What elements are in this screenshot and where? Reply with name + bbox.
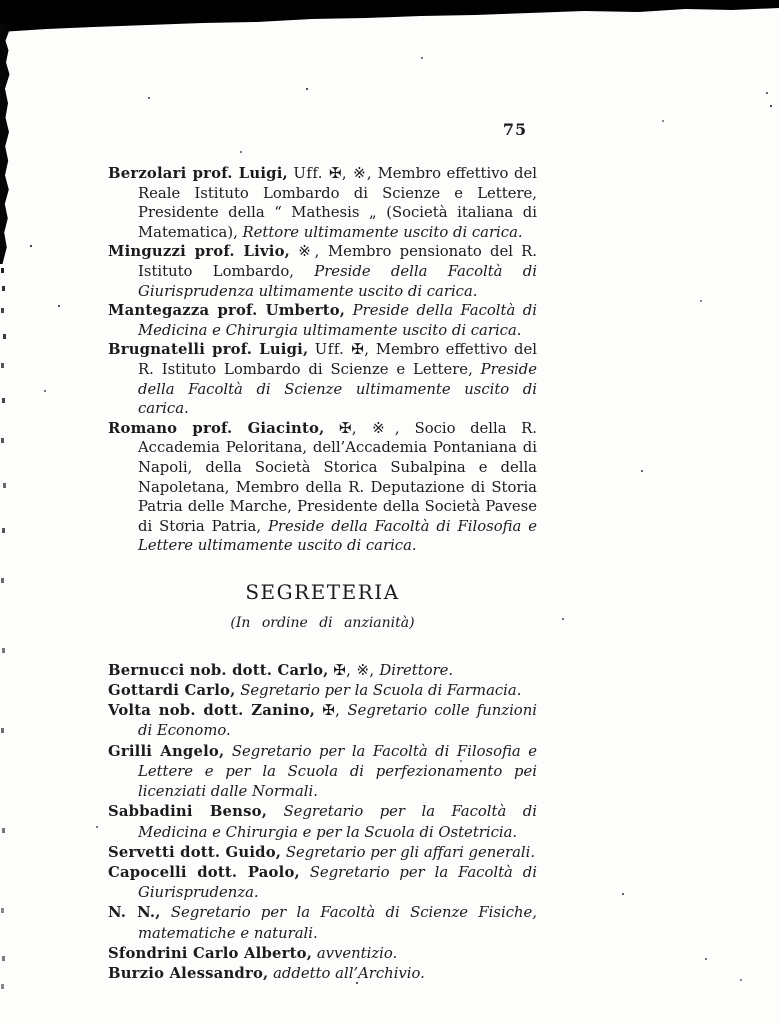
person-name: Minguzzi prof. Livio, [108,243,291,261]
entry-role: Segretario per la Facoltà di Medicina e Chirurgia e per la Scuola di Ostetricia. [138,803,537,841]
secretariat-entry [108,843,537,863]
section-heading: SEGRETERIA [245,579,400,604]
honor-marks: ✠, ※, [333,661,375,679]
entry-role: Preside della Facoltà di Filosofia e Lettere ultimamente uscito di carica. [138,517,537,555]
person-name: N. N., [108,904,161,922]
person-name: Bernucci nob. dott. Carlo, [108,661,329,679]
person-name: Capocelli dott. Paolo, [108,863,300,881]
secretariat-entry [108,681,537,701]
entry-role: Preside della Facoltà di Giurisprudenza ultimamente uscito di carica. [138,262,537,300]
professor-entry [108,301,537,340]
honor-marks: Uff. ✠, [314,341,370,359]
person-name: Servetti dott. Guido, [108,843,282,861]
scan-artifact-top-edge [0,0,779,34]
secretariat-entry [108,661,537,681]
entry-description: Socio della R. Accademia Peloritana, dell’Accademia Pontaniana di Napoli, della Società Storica Subalpina e della Napoletana, Membro della R. Deputazione di Storia Patria delle Marche, Presidente della Società Pavese di Storia Patria, [138,419,537,535]
person-name: Mantegazza prof. Umberto, [108,302,346,320]
entry-role: Segretario per la Facoltà di Giurisprudenza. [138,863,537,902]
professor-entry [108,164,537,242]
secretariat-list [108,661,537,984]
entry-role: Rettore ultimamente uscito di carica. [242,223,523,241]
page-number: 75 [502,120,528,139]
honor-marks: Uff. ✠, ※, [293,165,373,182]
entry-role: Preside della Facoltà di Medicina e Chirurgia ultimamente uscito di carica. [138,302,537,339]
entry-description: Membro effettivo del Reale Istituto Lombardo di Scienze e Lettere, Presidente della “ Mathesis „ (Società italiana di Matematica), [138,165,537,241]
section-subheading: (In ordine di anzianità) [230,614,415,631]
honor-marks: ✠, [322,702,341,720]
entry-description: Membro effettivo del R. Istituto Lombardo di Scienze e Lettere, [138,341,537,378]
secretariat-entry [108,802,537,842]
entry-role: Segretario per gli affari generali. [285,843,536,861]
scan-artifact-left-edge [0,24,10,264]
entry-description: Membro pensionato del R. Istituto Lombardo, [138,243,537,280]
entry-role: Segretario per la Facoltà di Scienze Fisiche, matematiche e naturali. [138,904,537,942]
entry-role: Direttore. [379,661,454,679]
person-name: Volta nob. dott. Zanino, [108,702,316,720]
person-name: Berzolari prof. Luigi, [108,165,288,182]
scan-noise-speckles [0,0,2,2]
secretariat-entry [108,964,537,984]
secretariat-entry [108,742,537,803]
text-block [108,164,537,984]
honor-marks: ※, [298,243,320,261]
professor-entry [108,242,537,301]
person-name: Burzio Alessandro, [108,964,269,982]
person-name: Romano prof. Giacinto, [108,419,325,437]
person-name: Grilli Angelo, [108,742,225,760]
secretariat-entry [108,701,537,741]
person-name: Gottardi Carlo, [108,682,236,700]
secretariat-entry [108,944,537,964]
professor-entry [108,340,537,418]
secretariat-entry [108,863,537,903]
entry-role: Segretario colle funzioni di Economo. [138,702,537,740]
entry-role: Segretario per la Scuola di Farmacia. [240,682,522,700]
entry-role: addetto all’Archivio. [273,964,425,982]
entry-role: Segretario per la Facoltà di Filosofia e Lettere e per la Scuola di perfezionamento pei licenziati dalle Normali. [138,742,537,801]
person-name: Brugnatelli prof. Luigi, [108,341,309,359]
honor-marks: ✠, ※, [339,419,401,437]
secretariat-entry [108,903,537,943]
entry-role: avventizio. [316,944,398,962]
person-name: Sabbadini Benso, [108,803,268,821]
professor-entry [108,419,537,556]
person-name: Sfondrini Carlo Alberto, [108,944,313,962]
entry-role: Preside della Facoltà di Scienze ultimamente uscito di carica. [138,360,537,418]
professors-list [108,164,537,556]
scan-artifact-left-specks [1,268,4,273]
